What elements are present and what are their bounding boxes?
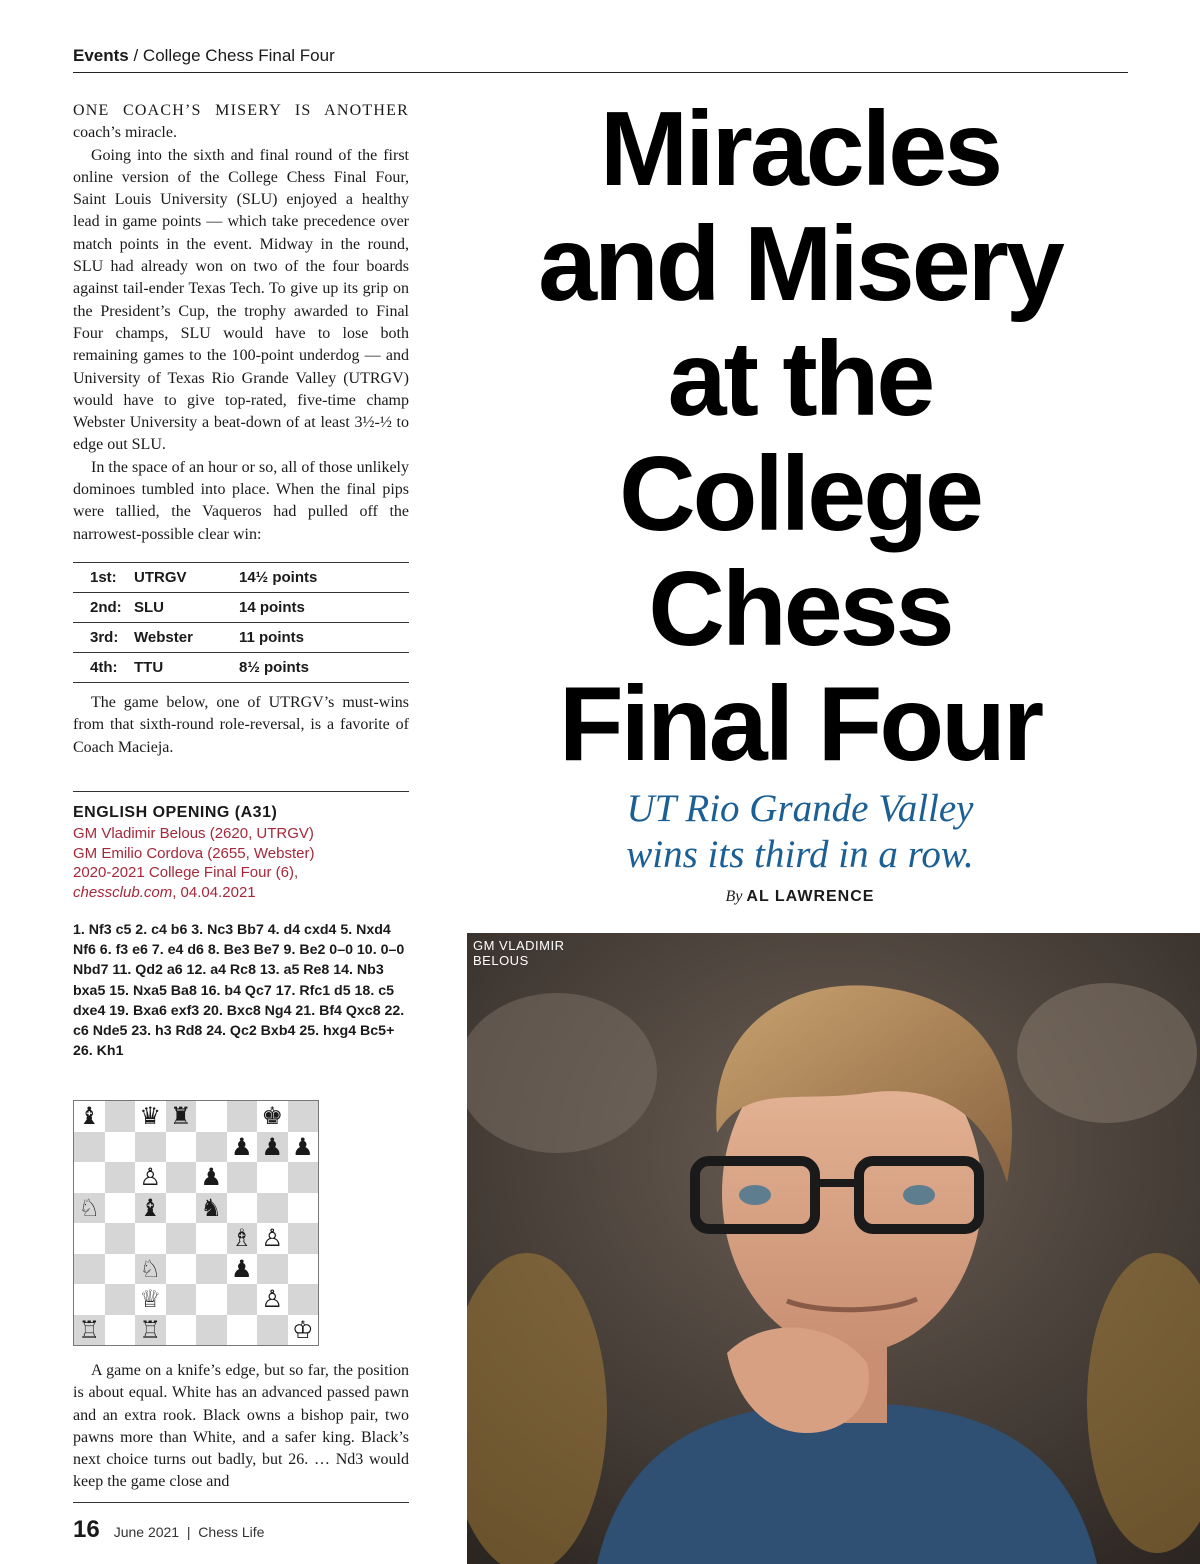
- standings-points: 14 points: [239, 599, 305, 616]
- game-header: [73, 791, 409, 902]
- board-square: [166, 1284, 197, 1315]
- board-square: ♟: [288, 1132, 319, 1163]
- byline-author: AL LAWRENCE: [746, 888, 875, 905]
- board-square: [166, 1132, 197, 1163]
- article-headline: [440, 92, 1160, 782]
- caption-line: GM VLADIMIR: [473, 938, 565, 953]
- board-square: ♙: [257, 1284, 288, 1315]
- standings-row: [73, 593, 409, 623]
- board-square: ♙: [135, 1162, 166, 1193]
- board-square: [288, 1101, 319, 1132]
- board-square: [166, 1193, 197, 1224]
- board-square: ♝: [135, 1193, 166, 1224]
- column-rule: [73, 1502, 409, 1503]
- board-square: [74, 1284, 105, 1315]
- chess-board-diagram: [73, 1100, 319, 1346]
- board-square: [196, 1132, 227, 1163]
- board-square: ♟: [257, 1132, 288, 1163]
- headline-line: Miracles: [599, 90, 1001, 208]
- board-square: ♚: [257, 1101, 288, 1132]
- board-square: [135, 1223, 166, 1254]
- standings-team: UTRGV: [134, 569, 187, 586]
- board-square: [257, 1315, 288, 1346]
- player-photo: [467, 933, 1200, 1564]
- standings-table: [73, 562, 409, 683]
- game-moves: 1. Nf3 c5 2. c4 b6 3. Nc3 Bb7 4. d4 cxd4 5. Nxd4 Nf6 6. f3 e6 7. e4 d6 8. Be3 Be7 9. Be2 0–0 10. 0–0 Nbd7 11. Qd2 a6 12. a4 Rc8 13. a5 Re8 14. Nb3 bxa5 15. Nxa5 Ba8 16. b4 Qc7 17. Rfc1 d5 18. c5 dxe4 19. Bxa6 exf3 20. Bxc8 Ng4 21. Bf4 Qxc8 22. c6 Nde5 23. h3 Rd8 24. Qc2 Bxb4 25. hxg4 Bc5+ 26. Kh1: [73, 922, 405, 1060]
- headline-line: Final Four: [558, 665, 1042, 783]
- section-label: Events: [73, 46, 129, 65]
- board-square: [166, 1254, 197, 1285]
- intro-text: [73, 100, 409, 546]
- board-square: [288, 1223, 319, 1254]
- board-square: [105, 1101, 136, 1132]
- board-square: [257, 1162, 288, 1193]
- white-player: GM Vladimir Belous (2620, UTRGV): [73, 825, 314, 842]
- game-date: , 04.04.2021: [172, 883, 256, 901]
- board-square: [288, 1193, 319, 1224]
- board-square: [166, 1315, 197, 1346]
- board-square: [74, 1223, 105, 1254]
- board-square: [196, 1254, 227, 1285]
- headline-line: at the: [667, 320, 933, 438]
- board-square: [227, 1162, 258, 1193]
- standings-row: [73, 653, 409, 683]
- board-square: ♜: [166, 1101, 197, 1132]
- after-table-paragraph: The game below, one of UTRGV’s must-wins from that sixth-round role-reversal, is a favorite of Coach Macieja.: [73, 694, 409, 756]
- board-square: [105, 1315, 136, 1346]
- board-square: [196, 1223, 227, 1254]
- lead-caps: ONE COACH’S MISERY IS ANOTHER: [73, 102, 409, 119]
- standings-points: 14½ points: [239, 569, 318, 586]
- byline: [440, 888, 1160, 906]
- game-site: chessclub.com: [73, 883, 173, 901]
- intro-paragraph-2: In the space of an hour or so, all of those unlikely dominoes tumbled into place. When the final pips were tallied, the Vaqueros had pulled off the narrowest-possible clear win:: [73, 458, 409, 543]
- headline-line: College: [619, 435, 981, 553]
- board-square: ♖: [135, 1315, 166, 1346]
- byline-by: By: [725, 888, 743, 905]
- intro-paragraph-1: Going into the sixth and final round of the first online version of the College Chess Final Four, Saint Louis University (SLU) enjoyed a healthy lead in game points — which take precedence over match points in the event. Midway in the round, SLU had already won on two of the four boards against tail-ender Texas Tech. To give up its grip on the President’s Cup, the trophy awarded to Final Four champs, SLU would have to lose both remaining games to the 100-point underdog — and University of Texas Rio Grande Valley (UTRGV) would have to give top-rated, five-time champ Webster University a beat-down of at least 3½-½ to edge out SLU.: [73, 146, 409, 454]
- board-square: [227, 1315, 258, 1346]
- board-square: [288, 1162, 319, 1193]
- board-square: [105, 1162, 136, 1193]
- board-square: [166, 1162, 197, 1193]
- board-square: [166, 1223, 197, 1254]
- board-square: [135, 1132, 166, 1163]
- black-player: GM Emilio Cordova (2655, Webster): [73, 844, 315, 862]
- caption-line: BELOUS: [473, 953, 529, 968]
- board-square: [288, 1254, 319, 1285]
- board-square: ♞: [196, 1193, 227, 1224]
- board-square: ♘: [135, 1254, 166, 1285]
- headline-line: and Misery: [538, 205, 1062, 323]
- header-separator: /: [128, 46, 143, 65]
- board-square: [196, 1101, 227, 1132]
- board-square: ♘: [74, 1193, 105, 1224]
- standings-row: [73, 623, 409, 653]
- board-square: [227, 1101, 258, 1132]
- standings-team: TTU: [134, 659, 164, 676]
- board-square: ♗: [227, 1223, 258, 1254]
- after-board-paragraph: A game on a knife’s edge, but so far, the position is about equal. White has an advanced passed pawn and an extra rook. Black owns a bishop pair, two pawns more than White, and a safer king. Black’s next choice turns out badly, but 26. … Nd3 would keep the game close and: [73, 1362, 409, 1491]
- board-square: [74, 1132, 105, 1163]
- standings-row: [73, 563, 409, 593]
- photo-caption: [473, 938, 613, 968]
- board-square: ♙: [257, 1223, 288, 1254]
- page-footer: [73, 1516, 264, 1546]
- game-event: 2020-2021 College Final Four (6),: [73, 864, 299, 881]
- board-square: [227, 1193, 258, 1224]
- board-square: [105, 1223, 136, 1254]
- board-square: [105, 1193, 136, 1224]
- lead-rest: coach’s miracle.: [73, 124, 177, 142]
- board-square: [105, 1132, 136, 1163]
- publication-info: June 2021 | Chess Life: [113, 1524, 265, 1540]
- board-square: [257, 1193, 288, 1224]
- dek-line: wins its third in a row.: [626, 833, 974, 876]
- board-square: [196, 1284, 227, 1315]
- opening-title: ENGLISH OPENING (A31): [73, 804, 278, 821]
- board-square: [105, 1284, 136, 1315]
- board-square: ♟: [227, 1254, 258, 1285]
- intro-lead: [73, 100, 409, 145]
- board-square: ♕: [135, 1284, 166, 1315]
- section-header: [73, 44, 1128, 73]
- board-square: ♛: [135, 1101, 166, 1132]
- board-square: ♔: [288, 1315, 319, 1346]
- board-square: ♟: [227, 1132, 258, 1163]
- standings-team: SLU: [134, 599, 164, 616]
- game-source: [73, 883, 409, 903]
- board-square: ♝: [74, 1101, 105, 1132]
- board-square: [74, 1162, 105, 1193]
- standings-place: 4th:: [90, 659, 118, 676]
- standings-points: 8½ points: [239, 659, 310, 676]
- standings-place: 2nd:: [90, 599, 122, 616]
- board-square: [227, 1284, 258, 1315]
- page-number: 16: [73, 1516, 100, 1543]
- standings-points: 11 points: [239, 629, 305, 646]
- board-square: [288, 1284, 319, 1315]
- section-topic: College Chess Final Four: [142, 46, 335, 65]
- headline-line: Chess: [648, 550, 952, 668]
- after-board-text: [73, 1360, 409, 1494]
- after-table-text: [73, 692, 409, 759]
- board-square: ♟: [196, 1162, 227, 1193]
- board-square: ♖: [74, 1315, 105, 1346]
- portrait-illustration: [467, 933, 1200, 1564]
- board-square: [196, 1315, 227, 1346]
- board-square: [105, 1254, 136, 1285]
- board-square: [257, 1254, 288, 1285]
- board-square: [74, 1254, 105, 1285]
- dek-line: UT Rio Grande Valley: [626, 787, 974, 830]
- standings-team: Webster: [134, 629, 193, 646]
- standings-place: 1st:: [90, 569, 117, 586]
- article-dek: [440, 786, 1160, 878]
- standings-place: 3rd:: [90, 629, 119, 646]
